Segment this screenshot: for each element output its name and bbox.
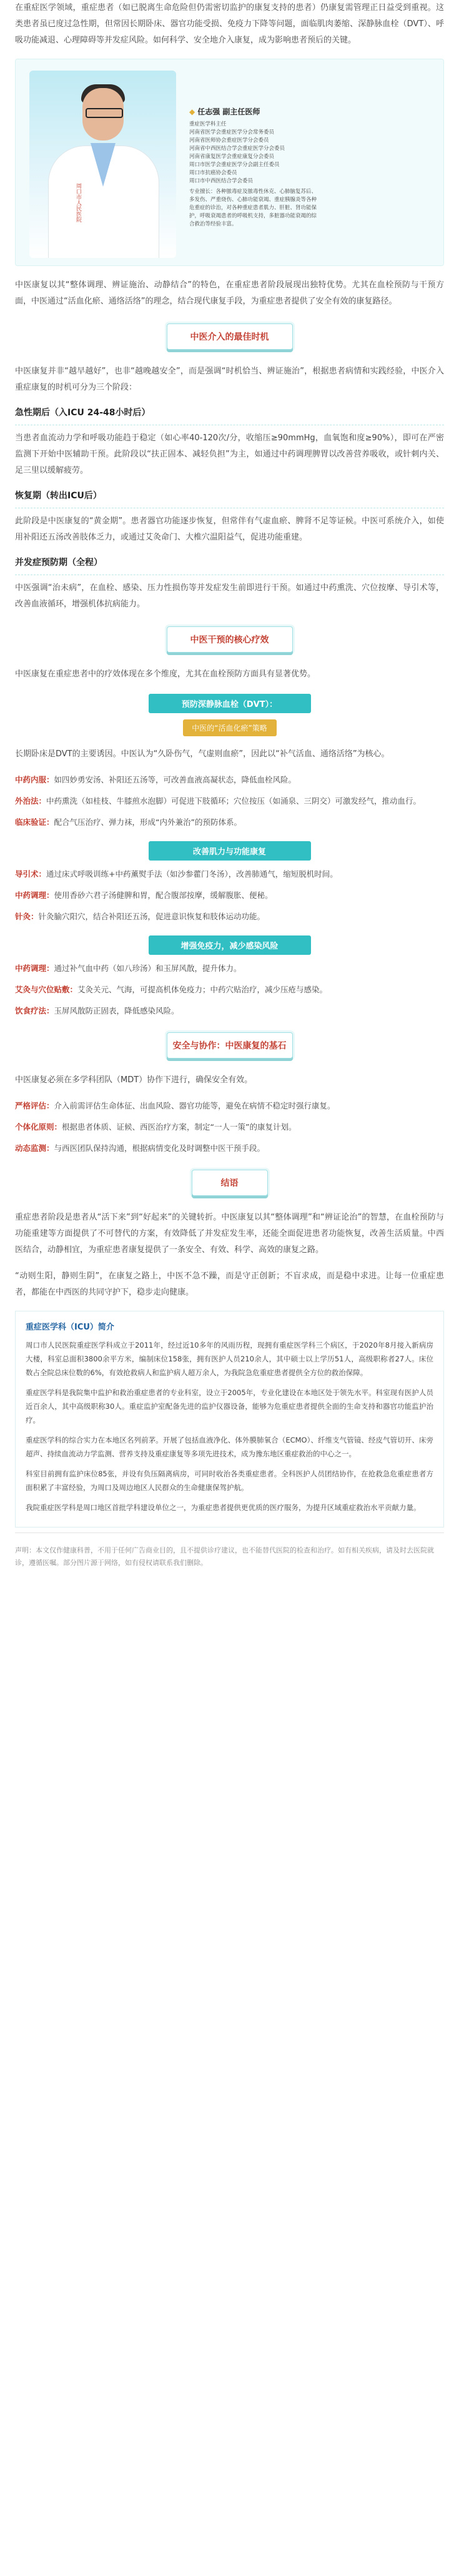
doctor-name: ◆ 任志强 副主任医师 [189,107,260,116]
credential-line: 周口市医学会重症医学分会副主任委员 [189,162,280,168]
credential-line: 河南省医师协会重症医学分会委员 [189,137,269,144]
doctor-photo [29,71,176,258]
paragraph: 长期卧床是DVT的主要诱因。中医认为“久卧伤气，气虚则血瘀”，因此以“补气活血、通络活络”为核心。 [15,749,390,759]
department-paragraph: 重症医学科的综合实力在本地区名列前茅。开展了包括血液净化、体外膜肺氧合（ECMO）、纤维支气管镜、经皮气管切开、床旁超声、持续血流动力学监测、营养支持及重症康复等多项先进技术，成为豫东地区重症救治的中心之一。 [26,1436,433,1458]
paragraph: 重症患者阶段是患者从“活下来”到“好起来”的关键转折。中医康复以其“整体调理”和“辨证论治”的智慧，在血栓预防与功能重建等方面提供了不可替代的方案，有效降低了并发症发生率，还能全面促进患者功能恢复，改善生活质量。中西医结合，动静相宜，为重症患者康复提供了一条安全、有效、科学、高效的康复之路。 [15,1213,444,1255]
list-item: 个体化原则：根据患者体质、证候、西医治疗方案，制定“一人一策”的康复计划。 [15,1122,297,1132]
section-title: 中医干预的核心疗效 [167,626,293,653]
credential-line: 周口市中西医结合学会委员 [189,178,254,184]
credential-line: 河南省中西医结合学会重症医学分会委员 [189,146,285,152]
doctor-specialty: 专业擅长：各种脓毒症及脓毒性休克、心肺脑复苏后、多发伤、严重烧伤、心肺功能衰竭、重症胰腺炎等各种危重症的诊治，对各种重症患者肌力、肝脏、肾功能保护，呼吸衰竭患者的呼吸机支持，多脏器功能衰竭的综合救治等经验丰富。 [189,189,317,227]
department-paragraph: 重症医学科是我院集中监护和救治重症患者的专业科室，设立于2005年，专业化建设在本地区处于领先水平。科室现有医护人员近百余人，其中高级职称30人。重症监护室配备先进的监护仪器设备，能够为危重症患者提供全面的生命支持和器官功能监护治疗。 [26,1388,433,1424]
stage-text: 当患者血流动力学和呼吸功能趋于稳定（如心率40-120次/分，收缩压≥90mmHg，血氧饱和度≥90%），即可在严密监测下开始中医辅助干预。此阶段以“扶正固本、减轻负担”为主，如通过中药调理脾胃以改善营养吸收，或针刺内关、足三里以缓解疲劳。 [15,433,444,475]
credential-line: 重症医学科主任 [189,121,227,127]
intro-paragraph: 在重症医学领域，重症患者（如已脱离生命危险但仍需密切监护的康复支持的患者）仍康复需管理正日益受到重视。这类患者虽已度过急性期，但常因长期卧床、器官功能受损、免疫力下降等问题，面临肌肉萎缩、深静脉血栓（DVT）、呼吸功能减退、心理障碍等并发症风险。如何科学、安全地介入康复，成为影响患者预后的关键。 [15,3,444,45]
paragraph: 中医康复并非“越早越好”，也非“越晚越安全”，而是强调“时机恰当、辨证施治”，根据患者病情和实践经验，中医介入重症康复的时机可分为三个阶段： [15,367,444,392]
list-item: 中药调理：使用香砂六君子汤健脾和胃，配合腹部按摩，缓解腹胀、便秘。 [15,891,273,900]
section-title: 安全与协作：中医康复的基石 [167,1032,293,1059]
doctor-info [189,106,320,229]
department-paragraph: 我院重症医学科是周口地区首批学科建设单位之一，为重症患者提供更优质的医疗服务，为提升区域重症救治水平贡献力量。 [26,1503,421,1512]
star-icon: ◆ [189,107,195,116]
department-intro [15,1311,444,1527]
stage-heading: 并发症预防期（全程） [15,556,444,575]
list-item: 艾灸与穴位贴敷：艾灸关元、气海，可提高机体免疫力；中药穴贴治疗，减少压疮与感染。 [15,985,328,994]
credential-line: 周口市抗癌协会委员 [189,170,237,176]
paragraph: 中医康复必须在多学科团队（MDT）协作下进行，确保安全有效。 [15,1075,253,1085]
topic-subribbon: 中医的“活血化瘀”策略 [183,719,277,736]
list-item: 临床验证：配合气压治疗、弹力袜，形成“内外兼治”的预防体系。 [15,817,242,827]
credential-line: 河南省医学会重症医学分会常务委员 [189,129,275,136]
list-item: 动态监测：与西医团队保持沟通，根据病情变化及时调整中医干预手段。 [15,1143,265,1153]
disclaimer: 声明：本文仅作健康科普，不用于任何广告商业目的，且不提供诊疗建议，也不能替代医院的检查和治疗。如有相关疾病，请及时去医院就诊，遵循医嘱。部分图片源于网络，如有侵权请联系我们删除。 [15,1546,434,1567]
list-item: 严格评估：介入前需评估生命体征、出血风险、器官功能等，避免在病情不稳定时强行康复。 [15,1101,335,1110]
hospital-badge: 周口市人民医院 [76,183,82,222]
paragraph: “动则生阳，静则生阴”，在康复之路上，中医不急不躁，而是守正创新；不盲求成，而是稳中求进。让每一位重症患者，都能在中西医的共同守护下，稳步走向健康。 [15,1271,444,1297]
topic-ribbon: 改善肌力与功能康复 [149,841,311,861]
list-item: 饮食疗法：玉屏风散防正固表，降低感染风险。 [15,1006,179,1015]
department-paragraph: 科室目前拥有监护床位85张，并设有负压隔离病房，可同时收治各类重症患者。全科医护人员团结协作，在抢救急危重症患者方面积累了丰富经验，为周口及周边地区人民群众的生命健康保驾护航。 [26,1469,433,1492]
section-title: 中医介入的最佳时机 [167,323,293,350]
stage-text: 中医强调“治未病”，在血栓、感染、压力性损伤等并发症发生前即进行干预。如通过中药熏洗、穴位按摩、导引术等，改善血液循环，增强机体抗病能力。 [15,583,444,609]
topic-ribbon: 增强免疫力，减少感染风险 [149,935,311,955]
credential-line: 河南省康复医学会重症康复分会委员 [189,154,275,160]
topic-ribbon: 预防深静脉血栓（DVT）： [149,694,311,713]
stage-heading: 恢复期（转出ICU后） [15,489,444,508]
section-title: 结语 [192,1170,268,1196]
stage-text: 此阶段是中医康复的“黄金期”。患者器官功能逐步恢复，但常伴有气虚血瘀、脾肾不足等证候。中医可系统介入，如使用补阳还五汤改善肢体乏力，或通过艾灸命门、大椎穴温阳益气，促进功能重建。 [15,516,444,542]
stage-heading: 急性期后（入ICU 24-48小时后） [15,406,444,425]
list-item: 中药内服：如四妙勇安汤、补阳还五汤等，可改善血液高凝状态，降低血栓风险。 [15,775,297,784]
department-title: 重症医学科（ICU）简介 [26,1323,114,1332]
list-item: 针灸：针灸腧穴阳穴，结合补阳还五汤，促进意识恢复和肢体运动功能。 [15,912,265,921]
divider [15,1532,444,1533]
doctor-profile-card [15,59,444,266]
department-paragraph: 周口市人民医院重症医学科成立于2011年，经过近10多年的风雨历程，现拥有重症医学科三个病区，于2020年8月接入新病房大楼，科室总面积3800余平方米，编制床位158张，拥有医护人员210余人，其中硕士以上学历51人，高级职称者27人。床位数占全院总床位数的6%，有效抢救病人和监护病人超万余人，为我院急危重症患者提供全方位的救治保障。 [26,1341,433,1377]
paragraph: 中医康复以其“整体调理、辨证施治、动静结合”的特色，在重症患者阶段展现出独特优势。尤其在血栓预防与干预方面，中医通过“活血化瘀、通络活络”的理念，结合现代康复手段，为重症患者提供了安全有效的康复路径。 [15,280,444,306]
list-item: 导引术：通过床式呼吸训练+中药薰熨手法（如沙参藿门冬汤），改善肺通气，缩短脱机时间。 [15,869,338,879]
paragraph: 中医康复在重症患者中的疗效体现在多个维度，尤其在血栓预防方面具有显著优势。 [15,669,316,679]
list-item: 外治法：中药熏洗（如桂枝、牛膝煎水泡脚）可促进下肢循环；穴位按压（如涌泉、三阴交）可激发经气，推动血行。 [15,796,422,806]
list-item: 中药调理：通过补气血中药（如八珍汤）和玉屏风散，提升体力。 [15,964,242,973]
